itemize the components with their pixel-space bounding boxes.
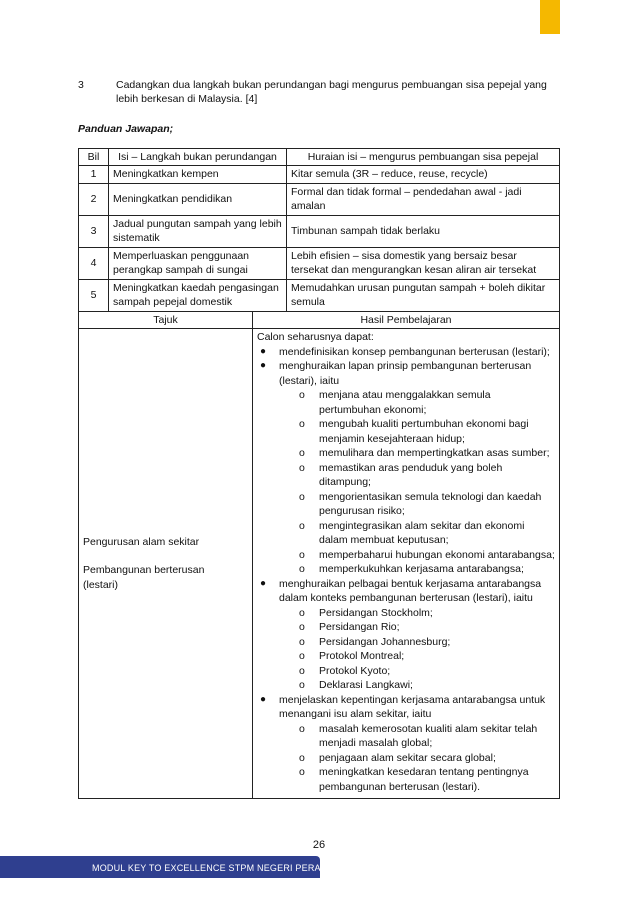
header-hasil: Hasil Pembelajaran xyxy=(253,312,560,329)
sub-list-item xyxy=(299,446,555,460)
sub-list-item xyxy=(299,562,555,576)
row-bil: 4 xyxy=(79,247,109,279)
sub-list-item xyxy=(299,606,555,620)
row-huraian: Kitar semula (3R – reduce, reuse, recycle) xyxy=(287,166,560,183)
table-row xyxy=(79,247,560,279)
outcome-table-header xyxy=(79,312,560,329)
sub-list-item-text: mengubah kualiti pertumbuhan ekonomi bagi menjamin kesejahteraan hidup; xyxy=(319,418,529,445)
question-text: Cadangkan dua langkah bukan perundangan bagi mengurus pembuangan sisa pepejal yang lebih berkesan di Malaysia. [4] xyxy=(116,79,547,106)
sub-list-item xyxy=(299,649,555,663)
sub-list-item-text: Deklarasi Langkawi; xyxy=(319,679,413,692)
sub-list-item xyxy=(299,519,555,548)
list-item-text: menghuraikan lapan prinsip pembangunan berterusan (lestari), iaitu xyxy=(279,360,532,387)
circle-bullet-icon: o xyxy=(299,490,305,503)
sub-list-item xyxy=(299,765,555,794)
circle-bullet-icon: o xyxy=(299,606,305,619)
row-isi: Meningkatkan kaedah pengasingan sampah pepejal domestik xyxy=(109,279,287,311)
circle-bullet-icon: o xyxy=(299,389,305,402)
footer-text: MODUL KEY TO EXCELLENCE STPM NEGERI PERAK xyxy=(92,863,327,873)
sub-list-item xyxy=(299,664,555,678)
circle-bullet-icon: o xyxy=(299,563,305,576)
circle-bullet-icon: o xyxy=(299,679,305,692)
sub-list-item-text: mengorientasikan semula teknologi dan kaedah pengurusan risiko; xyxy=(319,490,542,518)
outcome-cell xyxy=(253,329,560,799)
row-bil: 5 xyxy=(79,279,109,311)
sub-list-item xyxy=(299,417,555,446)
circle-bullet-icon: o xyxy=(299,461,305,474)
answer-guide-title: Panduan Jawapan; xyxy=(78,123,174,135)
outcome-intro: Calon seharusnya dapat: xyxy=(257,331,374,344)
row-bil: 2 xyxy=(79,183,109,215)
circle-bullet-icon: o xyxy=(299,548,305,561)
sub-list-item-text: memperbaharui hubungan ekonomi antarabangsa; xyxy=(319,548,555,561)
sub-list-item-text: memastikan aras penduduk yang boleh ditampung; xyxy=(319,461,503,489)
row-isi: Meningkatkan pendidikan xyxy=(109,183,287,215)
sub-list-item-text: Persidangan Rio; xyxy=(319,621,400,634)
row-huraian: Timbunan sampah tidak berlaku xyxy=(287,215,560,247)
sub-list-item xyxy=(299,722,555,751)
answer-table xyxy=(78,148,560,312)
row-isi: Jadual pungutan sampah yang lebih sistematik xyxy=(109,215,287,247)
sub-list-item xyxy=(299,388,555,417)
sub-list-item-text: Protokol Montreal; xyxy=(319,650,405,663)
sub-list xyxy=(299,388,555,576)
bullet-icon: ● xyxy=(260,577,267,589)
answer-table-header xyxy=(79,149,560,166)
topic-cell xyxy=(79,329,253,799)
table-row xyxy=(79,166,560,183)
sub-list-item xyxy=(299,751,555,765)
row-isi: Memperluaskan penggunaan perangkap sampah di sungai xyxy=(109,247,287,279)
topic-line: Pengurusan alam sekitar xyxy=(83,536,200,548)
list-item-text: menjelaskan kepentingan kerjasama antarabangsa untuk menangani isu alam sekitar, iaitu xyxy=(279,693,546,721)
bullet-icon: ● xyxy=(260,345,267,357)
sub-list xyxy=(299,722,555,794)
table-row xyxy=(79,215,560,247)
row-huraian: Memudahkan urusan pungutan sampah + boleh dikitar semula xyxy=(287,279,560,311)
sub-list-item-text: Persidangan Johannesburg; xyxy=(319,635,451,648)
header-bil: Bil xyxy=(79,149,109,166)
sub-list-item xyxy=(299,490,555,519)
circle-bullet-icon: o xyxy=(299,447,305,460)
list-item xyxy=(257,359,555,576)
row-huraian: Formal dan tidak formal – pendedahan awal - jadi amalan xyxy=(287,183,560,215)
sub-list-item-text: menjana atau menggalakkan semula pertumbuhan ekonomi; xyxy=(319,389,491,416)
list-item-text: menghuraikan pelbagai bentuk kerjasama antarabangsa dalam konteks pembangunan berterusan (lestari), iaitu xyxy=(279,577,542,605)
header-tajuk: Tajuk xyxy=(79,312,253,329)
page-number: 26 xyxy=(312,839,326,851)
bullet-icon: ● xyxy=(260,693,267,705)
table-row xyxy=(79,183,560,215)
topic-spacer xyxy=(83,549,248,563)
circle-bullet-icon: o xyxy=(299,766,305,779)
sub-list-item-text: penjagaan alam sekitar secara global; xyxy=(319,751,496,764)
circle-bullet-icon: o xyxy=(299,664,305,677)
row-isi: Meningkatkan kempen xyxy=(109,166,287,183)
circle-bullet-icon: o xyxy=(299,650,305,663)
sub-list-item-text: Persidangan Stockholm; xyxy=(319,606,433,619)
circle-bullet-icon: o xyxy=(299,519,305,532)
question xyxy=(78,78,560,107)
sub-list-item-text: memulihara dan mempertingkatkan asas sumber; xyxy=(319,447,550,460)
sub-list-item xyxy=(299,620,555,634)
row-bil: 1 xyxy=(79,166,109,183)
sub-list-item-text: memperkukuhkan kerjasama antarabangsa; xyxy=(319,563,524,576)
question-number: 3 xyxy=(78,79,84,91)
sub-list-item xyxy=(299,548,555,562)
circle-bullet-icon: o xyxy=(299,635,305,648)
sub-list-item-text: Protokol Kyoto; xyxy=(319,664,391,677)
sub-list xyxy=(299,606,555,693)
bullet-icon: ● xyxy=(260,360,267,372)
header-huraian: Huraian isi – mengurus pembuangan sisa pepejal xyxy=(287,149,560,166)
row-bil: 3 xyxy=(79,215,109,247)
sub-list-item xyxy=(299,635,555,649)
list-item-text: mendefinisikan konsep pembangunan berterusan (lestari); xyxy=(279,345,550,358)
header-isi: Isi – Langkah bukan perundangan xyxy=(109,149,287,166)
table-row xyxy=(79,279,560,311)
list-item xyxy=(257,693,555,794)
row-huraian: Lebih efisien – sisa domestik yang bersaiz besar tersekat dan mengurangkan kesan aliran air tersekat xyxy=(287,247,560,279)
circle-bullet-icon: o xyxy=(299,751,305,764)
sub-list-item xyxy=(299,678,555,692)
sub-list-item xyxy=(299,461,555,490)
outcome-row xyxy=(79,329,560,799)
circle-bullet-icon: o xyxy=(299,722,305,735)
outcome-list xyxy=(257,345,555,794)
circle-bullet-icon: o xyxy=(299,418,305,431)
topic-line: Pembangunan berterusan xyxy=(83,564,205,577)
topic-line: (lestari) xyxy=(83,578,119,591)
page-tab-marker xyxy=(540,0,560,34)
sub-list-item-text: mengintegrasikan alam sekitar dan ekonomi dalam membuat keputusan; xyxy=(319,519,525,547)
sub-list-item-text: masalah kemerosotan kualiti alam sekitar telah menjadi masalah global; xyxy=(319,722,538,750)
list-item xyxy=(257,345,555,359)
circle-bullet-icon: o xyxy=(299,621,305,634)
sub-list-item-text: meningkatkan kesedaran tentang pentingnya pembangunan berterusan (lestari). xyxy=(319,766,529,793)
list-item xyxy=(257,577,555,693)
learning-outcome-table xyxy=(78,311,560,799)
